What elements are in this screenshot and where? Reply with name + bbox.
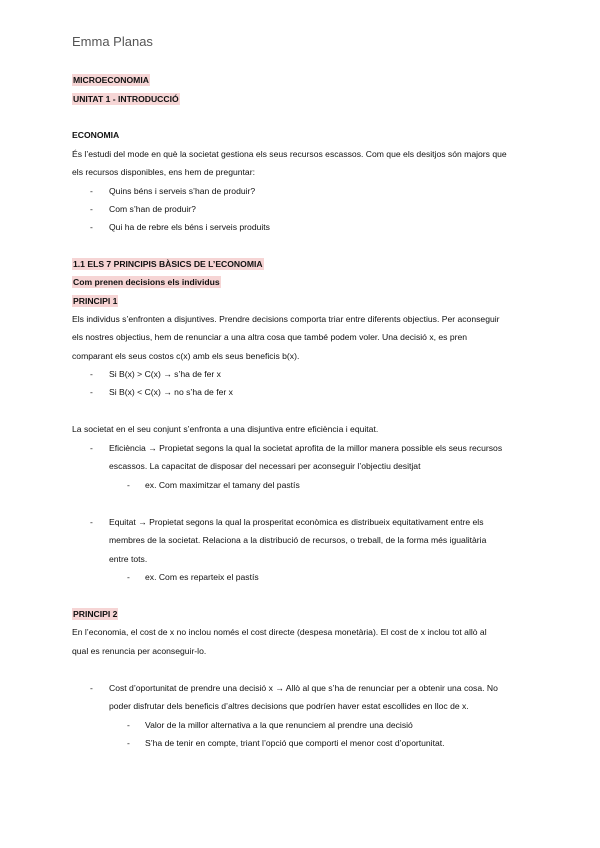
economia-line-1: És l’estudi del mode en què la societat gestiona els seus recursos escassos. Com que els desitjos són majors que [72, 149, 507, 159]
bullet-dash: - [90, 387, 93, 397]
efficiency-example: ex. Com maximitzar el tamany del pastís [145, 480, 300, 490]
subject-title: MICROECONOMIA [73, 75, 149, 85]
equity-example: ex. Com es reparteix el pastís [145, 572, 259, 582]
opportunity-sub-item: Valor de la millor alternativa a la que renunciem al prendre una decisió [145, 720, 413, 730]
bullet-dash: - [127, 720, 130, 730]
equity-line-2: membres de la societat. Relaciona a la distribució de recursos, o treball, de la forma més igualitària [109, 535, 487, 545]
equity-line-1: Equitat → Propietat segons la qual la prosperitat econòmica es distribueix equitativament entre els [109, 517, 484, 527]
principi-1-line-1: Els individus s’enfronten a disjuntives. Prendre decisions comporta triar entre diferents objectius. Per aconseguir [72, 314, 500, 324]
section-subheading: Com prenen decisions els individus [73, 277, 220, 287]
section-heading: 1.1 ELS 7 PRINCIPIS BÀSICS DE L’ECONOMIA [73, 259, 263, 269]
bullet-dash: - [90, 204, 93, 214]
efficiency-line-1: Eficiència → Propietat segons la qual la societat aprofita de la millor manera possible els seus recursos [109, 443, 503, 453]
bullet-dash: - [127, 572, 130, 582]
unit-title: UNITAT 1 - INTRODUCCIÓ [73, 94, 179, 104]
author-name: Emma Planas [72, 34, 153, 49]
bullet-dash: - [90, 222, 93, 232]
principi-1-line-2: els nostres objectius, hem de renunciar a una altra cosa que també podem voler. Una decisió x, es pren [72, 332, 468, 342]
bullet-dash: - [127, 738, 130, 748]
rule-item: Si B(x) < C(x) → no s’ha de fer x [109, 387, 233, 397]
bullet-dash: - [90, 683, 93, 693]
efficiency-line-2: escassos. La capacitat de disposar del necessari per aconseguir l’objectiu desitjat [109, 461, 421, 471]
principi-2-label: PRINCIPI 2 [73, 609, 118, 619]
bullet-dash: - [90, 186, 93, 196]
principi-2-line-1: En l’economia, el cost de x no inclou només el cost directe (despesa monetària). El cost de x inclou tot allò al [72, 627, 487, 637]
bullet-dash: - [90, 369, 93, 379]
equity-line-3: entre tots. [109, 554, 148, 564]
bullet-dash: - [90, 517, 93, 527]
principi-1-label: PRINCIPI 1 [73, 296, 118, 306]
bullet-dash: - [127, 480, 130, 490]
opportunity-line-1: Cost d’oportunitat de prendre una decisió x → Allò al que s’ha de renunciar per a obtenir una cosa. No [109, 683, 498, 693]
question-item: Quins béns i serveis s’han de produir? [109, 186, 256, 196]
economia-heading: ECONOMIA [72, 130, 120, 140]
society-sentence: La societat en el seu conjunt s’enfronta a una disjuntiva entre eficiència i equitat. [72, 424, 379, 434]
question-item: Qui ha de rebre els béns i serveis produits [109, 222, 270, 232]
principi-1-line-3: comparant els seus costos c(x) amb els seus beneficis b(x). [72, 351, 300, 361]
economia-line-2: els recursos disponibles, ens hem de preguntar: [72, 167, 255, 177]
opportunity-line-2: poder disfrutar dels beneficis d’altres decisions que podríen haver estat escollides en lloc de x. [109, 701, 469, 711]
bullet-dash: - [90, 443, 93, 453]
rule-item: Si B(x) > C(x) → s’ha de fer x [109, 369, 221, 379]
principi-2-line-2: qual es renuncia per aconseguir-lo. [72, 646, 207, 656]
opportunity-sub-item: S’ha de tenir en compte, triant l’opció que comporti el menor cost d’oportunitat. [145, 738, 445, 748]
question-item: Com s’han de produir? [109, 204, 196, 214]
